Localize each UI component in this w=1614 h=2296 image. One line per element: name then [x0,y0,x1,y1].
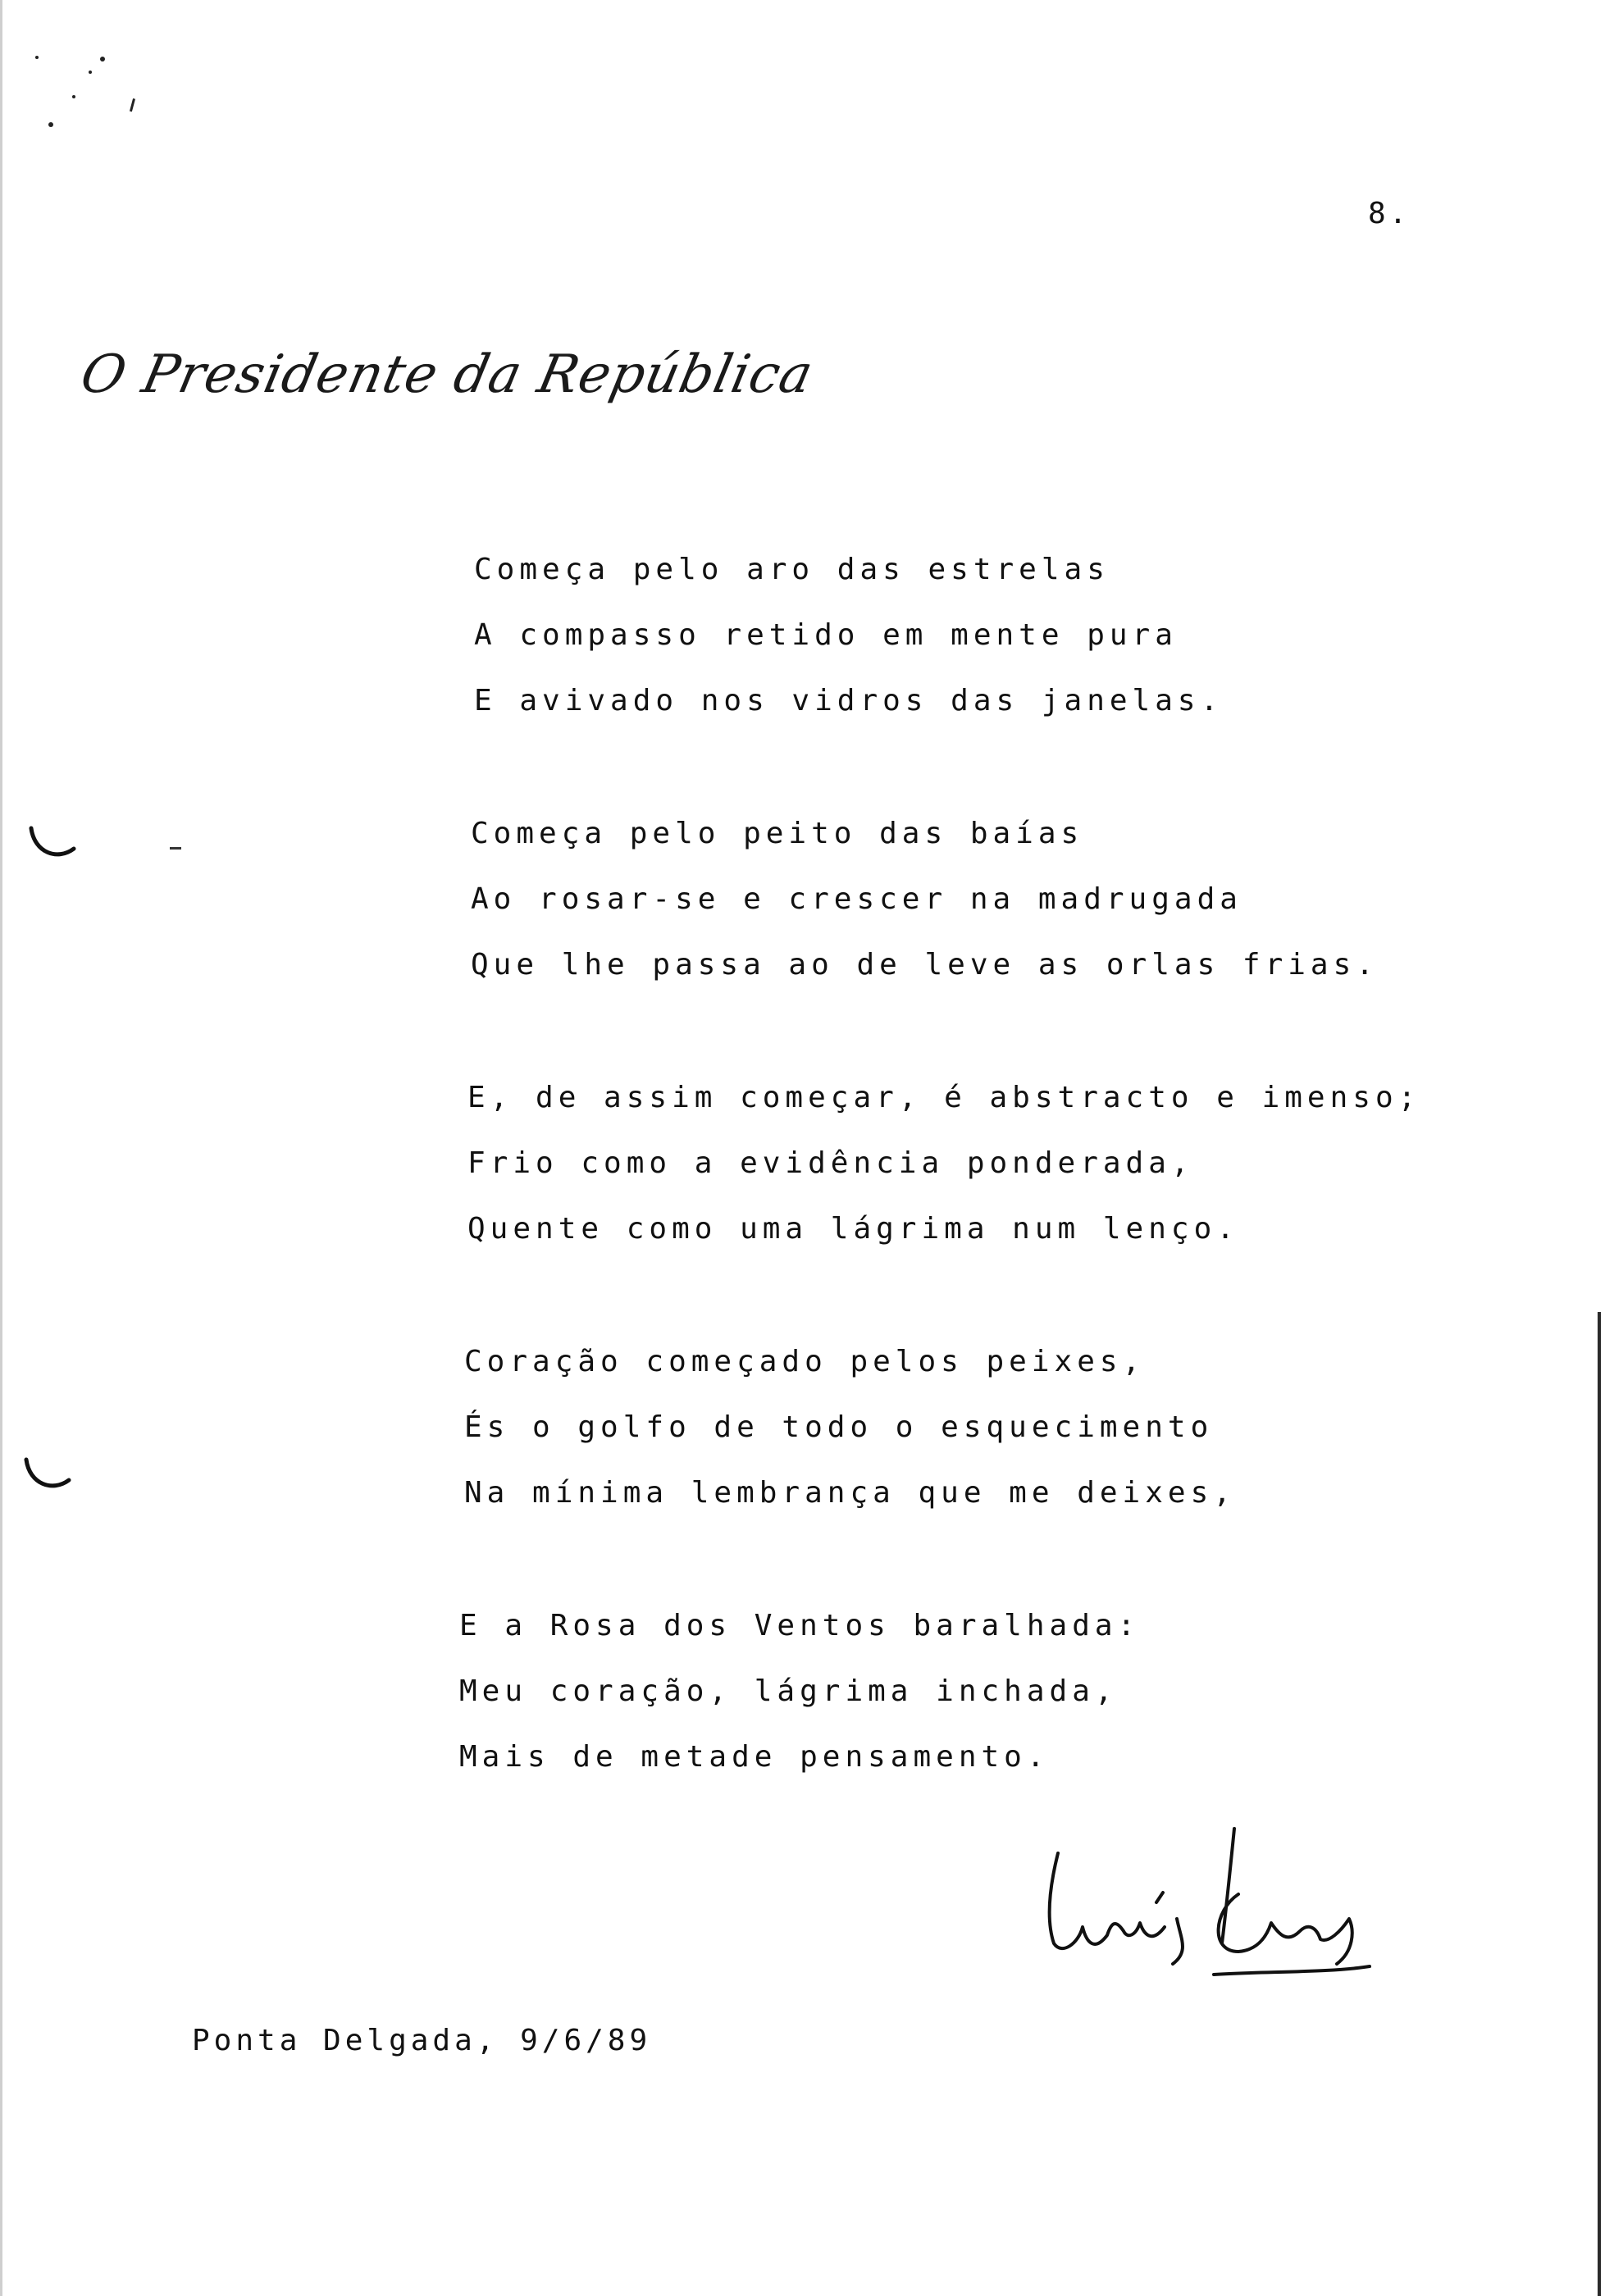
stanza [459,1593,1443,1790]
handwritten-signature [1033,1820,1378,1984]
punch-hole-mark-lower [20,1451,77,1501]
poem-line: Meu coração, lágrima inchada, [459,1674,1118,1708]
poem [459,537,1443,1857]
poem-line: E a Rosa dos Ventos baralhada: [459,1609,1141,1642]
poem-line: Ao rosar-se e crescer na madrugada [471,882,1242,916]
stanza [459,801,1443,998]
scan-dash [168,845,193,853]
poem-line: Mais de metade pensamento. [459,1740,1050,1774]
scan-right-edge [1598,1312,1601,2296]
page-number: 8. [1368,197,1411,230]
poem-line: Que lhe passa ao de leve as orlas frias. [471,948,1379,982]
poem-line: E, de assim começar, é abstracto e imenso; [467,1081,1421,1114]
stanza [459,1065,1443,1262]
letterhead: O Presidente da República [75,344,819,405]
poem-line: Coração começado pelos peixes, [464,1345,1146,1378]
place-and-date: Ponta Delgada, 9/6/89 [192,2024,652,2057]
stanza [459,537,1443,734]
scan-left-edge [0,0,2,2296]
poem-line: Começa pelo peito das baías [471,817,1084,850]
poem-line: A compasso retido em mente pura [474,618,1178,652]
stanza [459,1329,1443,1526]
poem-line: Na mínima lembrança que me deixes, [464,1476,1236,1510]
poem-line: És o golfo de todo o esquecimento [464,1410,1214,1444]
poem-line: Frio como a evidência ponderada, [467,1146,1194,1180]
punch-hole-mark-upper [25,820,82,869]
poem-line: Quente como uma lágrima num lenço. [467,1212,1239,1246]
poem-line: E avivado nos vidros das janelas. [474,684,1224,718]
scan-specks [25,49,139,139]
poem-line: Começa pelo aro das estrelas [474,553,1110,586]
